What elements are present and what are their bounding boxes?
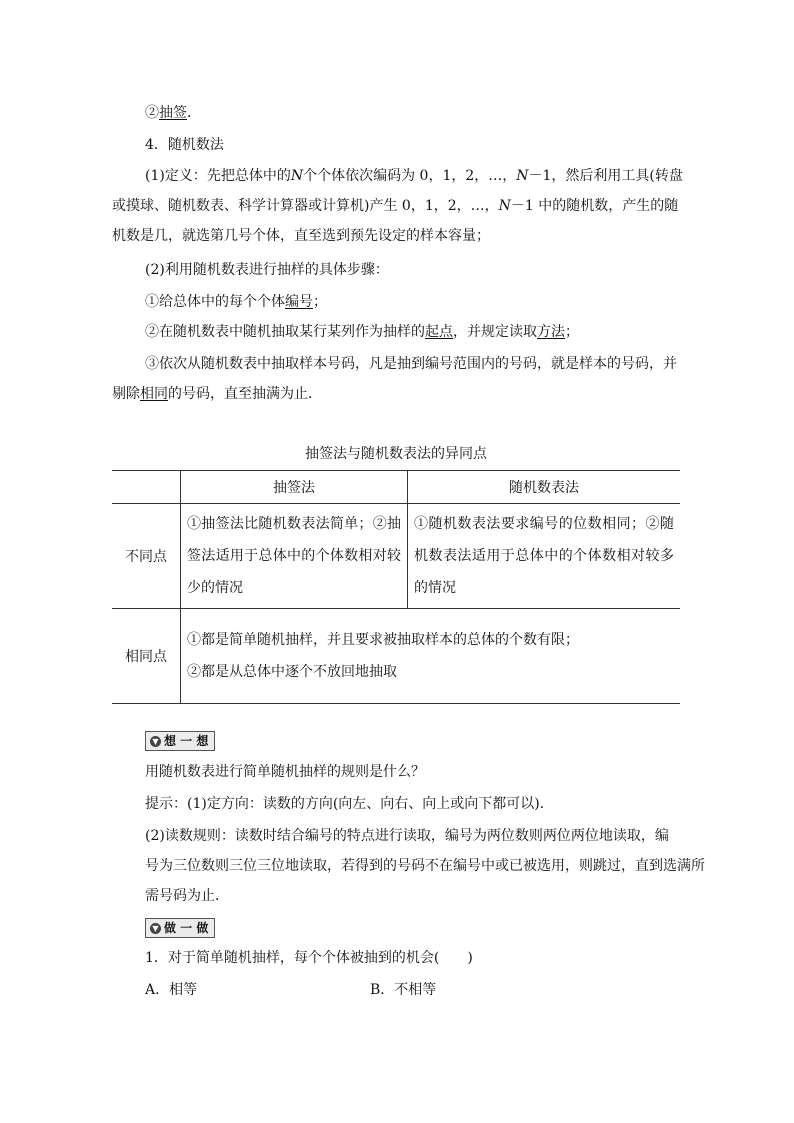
cell-diff-lot: ①抽签法比随机数表法简单；②抽签法适用于总体中的个体数相对较少的情况 [181, 504, 408, 609]
option-b[interactable]: B．不相等 [370, 982, 437, 998]
hint-2-line-3: 需号码为止． [145, 888, 229, 904]
table-row-similarities [112, 609, 680, 704]
row-label-similarities: 相同点 [112, 609, 181, 704]
cell-similarities [181, 609, 681, 704]
section-title: 4．随机数法 [145, 137, 224, 153]
do-badge [145, 918, 215, 938]
item-number: ② [145, 105, 159, 121]
step-1: ①给总体中的每个个体编号； [145, 294, 327, 310]
think-badge [145, 731, 215, 751]
header-random-method: 随机数表法 [408, 471, 681, 504]
think-question: 用随机数表进行简单随机抽样的规则是什么？ [145, 764, 425, 780]
step-2: ②在随机数表中随机抽取某行某列作为抽样的起点，并规定读取方法； [145, 324, 579, 340]
down-triangle-circle-icon: ▼ [150, 736, 161, 747]
table-row-differences [112, 504, 680, 609]
definition-line-2: 或摸球、随机数表、科学计算器或计算机)产生 0，1，2，…，N－1 中的随机数，产生的随 [112, 198, 679, 214]
steps-title: (2)利用随机数表进行抽样的具体步骤： [145, 262, 389, 278]
table-header-row [112, 471, 680, 504]
header-lot-method: 抽签法 [181, 471, 408, 504]
item-draw-lots [145, 99, 685, 127]
similarity-2: ②都是从总体中逐个不放回地抽取 [187, 664, 397, 680]
row-label-differences: 不同点 [112, 504, 181, 609]
definition-line-1: (1)定义：先把总体中的N个个体依次编码为 0，1，2，…，N－1，然后利用工具(转盘 [145, 168, 683, 184]
cell-diff-random: ①随机数表法要求编号的位数相同；②随机数表法适用于总体中的个体数相对较多的情况 [408, 504, 681, 609]
header-empty [112, 471, 181, 504]
item-end: . [187, 105, 192, 121]
step-3-line-1: ③依次从随机数表中抽取样本号码，凡是抽到编号范围内的号码，就是样本的号码，并 [145, 356, 677, 372]
option-a[interactable]: A．相等 [145, 982, 198, 998]
similarity-1: ①都是简单随机抽样，并且要求被抽取样本的总体的个数有限； [187, 632, 579, 648]
hint-2-line-2: 号为三位数则三位三位地读取，若得到的号码不在编号中或已被选用，则跳过，直到选满所 [145, 858, 705, 874]
comparison-table [112, 470, 680, 704]
do-badge-label: 做 一 做 [164, 921, 209, 935]
term-underlined: 抽签 [159, 105, 187, 121]
hint-1: 提示：(1)定方向：读数的方向(向左、向右、向上或向下都可以)． [145, 796, 554, 812]
question-1: 1．对于简单随机抽样，每个个体被抽到的机会( ) [145, 950, 473, 966]
definition-line-3: 机数是几，就选第几号个体，直至选到预先设定的样本容量； [112, 228, 490, 244]
step-3-line-2: 剔除相同的号码，直至抽满为止． [112, 386, 322, 402]
think-badge-label: 想 一 想 [164, 734, 209, 748]
table-title: 抽签法与随机数表法的异同点 [305, 446, 487, 462]
down-triangle-circle-icon: ▼ [150, 923, 161, 934]
hint-2-line-1: (2)读数规则：读数时结合编号的特点进行读取，编号为两位数则两位两位地读取，编 [145, 828, 669, 844]
